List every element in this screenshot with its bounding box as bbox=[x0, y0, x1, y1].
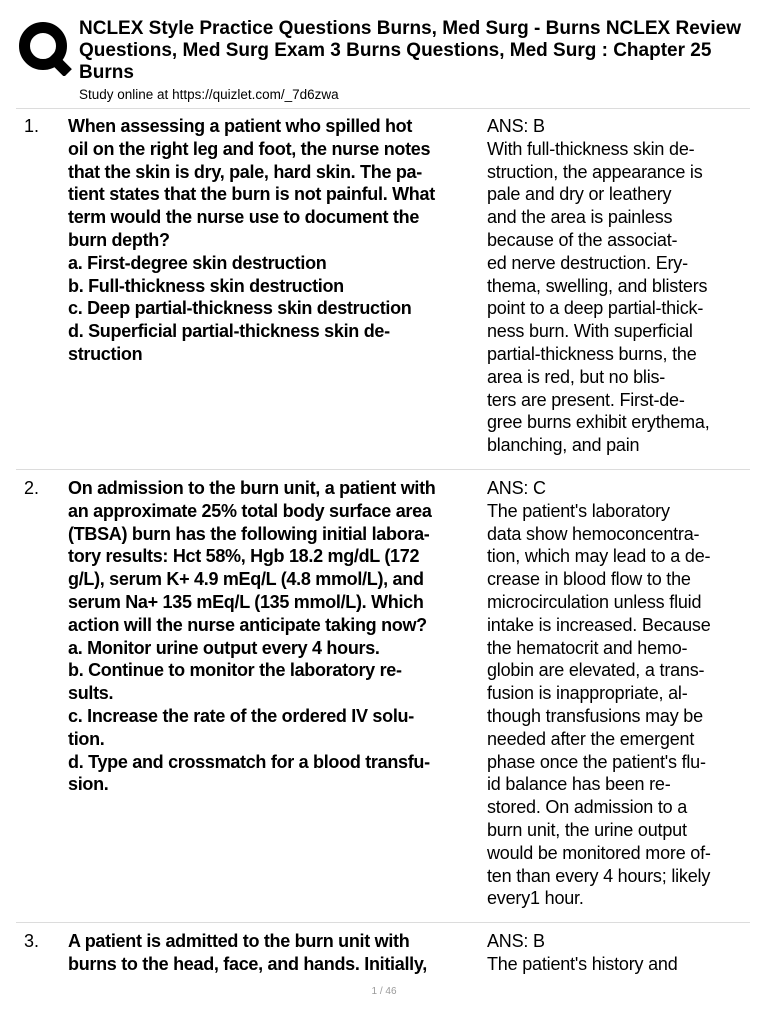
quizlet-q-logo-icon bbox=[17, 20, 73, 76]
study-online-link[interactable]: Study online at https://quizlet.com/_7d6zwa bbox=[79, 87, 339, 102]
question-text: When assessing a patient who spilled hot oil on the right leg and foot, the nurse notes that the skin is dry, pale, hard skin. The pa- tient states that the burn is not painful. What term would the nurse use to document the burn depth? a. First-degree skin destruction b. Full-thickness skin destruction c. Deep partial-thickness skin destruction d. Superficial partial-thickness skin de- struction bbox=[68, 116, 435, 364]
question-divider bbox=[16, 469, 750, 470]
document-title: NCLEX Style Practice Questions Burns, Med Surg - Burns NCLEX Review Questions, Med Surg Exam 3 Burns Questions, Med Surg : Chapter 25 Burns bbox=[79, 18, 741, 83]
header-divider bbox=[16, 108, 750, 109]
question-number: 3. bbox=[24, 931, 40, 951]
answer-text: ANS: B The patient's history and bbox=[487, 931, 678, 974]
answer-text: ANS: C The patient's laboratory data show hemoconcentra- tion, which may lead to a de- crease in blood flow to the microcirculation unless fluid intake is increased. Because the hematocrit and hemo- globin are elevated, a trans- fusion is inappropriate, al- though transfusions may be needed after the emergent phase once the patient's flu- id balance has been re- stored. On admission to a burn unit, the urine output would be monitored more of- ten than every 4 hours; likely every1 hour. bbox=[487, 478, 711, 909]
question-divider bbox=[16, 922, 750, 923]
document-header bbox=[0, 0, 768, 108]
question-text: A patient is admitted to the burn unit with burns to the head, face, and hands. Initially, bbox=[68, 931, 427, 974]
page-number: 1 / 46 bbox=[371, 986, 397, 997]
question-number: 2. bbox=[24, 478, 40, 498]
question-text: On admission to the burn unit, a patient with an approximate 25% total body surface area (TBSA) burn has the following initial labora- tory results: Hct 58%, Hgb 18.2 mg/dL (172 g/L), serum K+ 4.9 mEq/L (4.8 mmol/L), and serum Na+ 135 mEq/L (135 mmol/L). Which action will the nurse anticipate taking now? a. Monitor urine output every 4 hours. b. Continue to monitor the laboratory re- sults. c. Increase the rate of the ordered IV solu- tion. d. Type and crossmatch for a blood transfu- sion. bbox=[68, 478, 436, 795]
question-number: 1. bbox=[24, 116, 40, 136]
answer-text: ANS: B With full-thickness skin de- struction, the appearance is pale and dry or leathery and the area is painless because of the associat- ed nerve destruction. Ery- thema, swelling, and blisters point to a deep partial-thick- ness burn. With superficial partial-thickness burns, the area is red, but no blis- ters are present. First-de- gree burns exhibit erythema, blanching, and pain bbox=[487, 116, 710, 456]
